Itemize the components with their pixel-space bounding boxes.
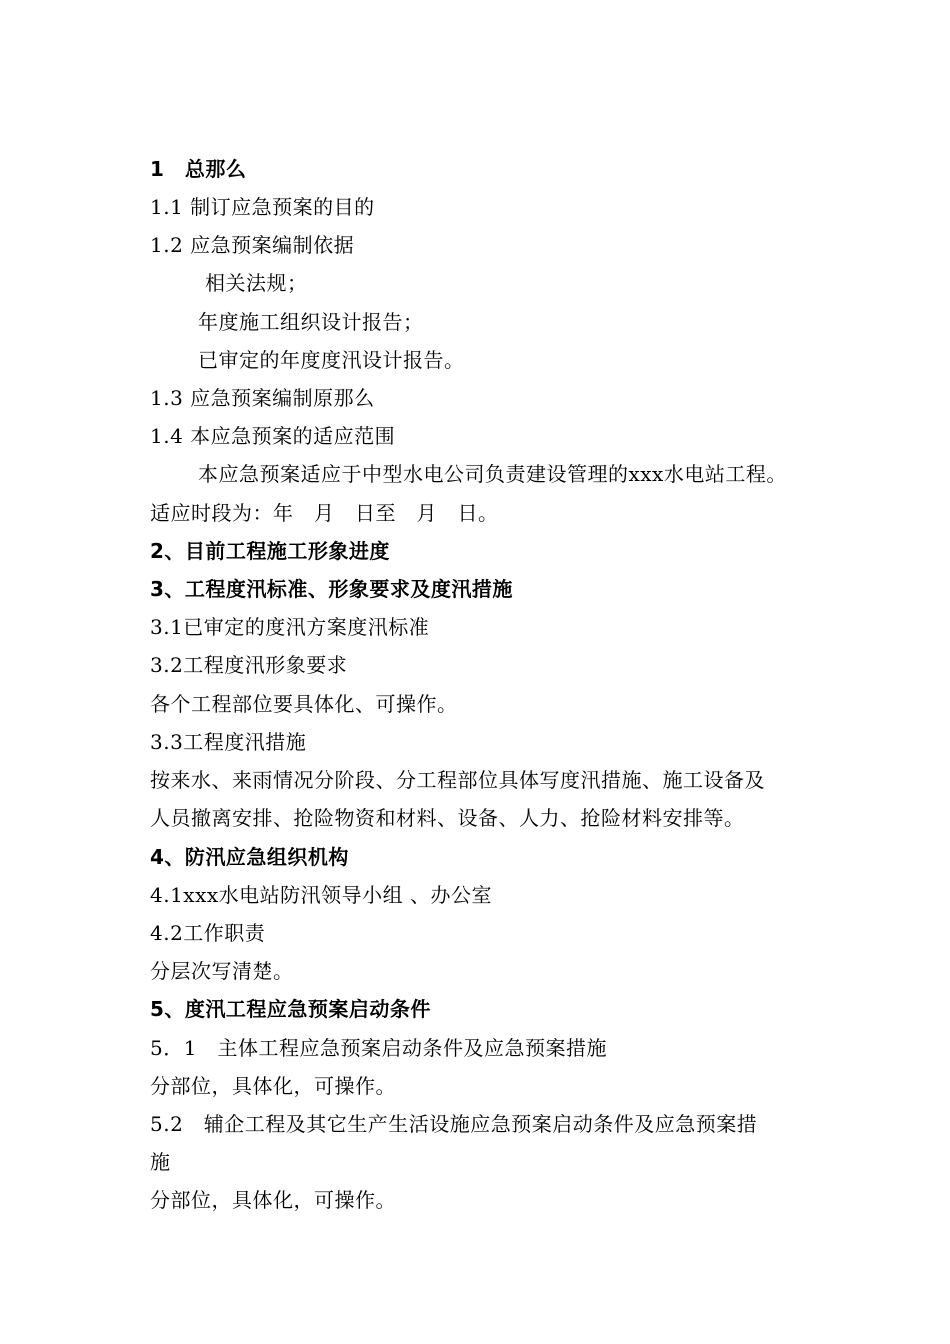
scope-paragraph: 本应急预案适应于中型水电公司负责建设管理的xxx水电站工程。 [198,462,787,486]
section-1-4: 1.4 本应急预案的适应范围 [150,424,396,448]
section-5-2-body: 分部位，具体化，可操作。 [150,1188,396,1212]
section-4-2-body: 分层次写清楚。 [150,959,294,983]
section-3-3-body-1: 按来水、来雨情况分阶段、分工程部位具体写度汛措施、施工设备及 [150,768,765,792]
heading-progress: 2、目前工程施工形象进度 [150,539,390,563]
section-3-3-body-2: 人员撤离安排、抢险物资和材料、设备、人力、抢险材料安排等。 [150,806,745,830]
section-1-1: 1.1 制订应急预案的目的 [150,195,375,219]
section-5-2-continued: 施 [150,1150,171,1174]
basis-item-construction-report: 年度施工组织设计报告； [198,310,424,334]
section-3-3: 3.3工程度汛措施 [150,730,307,754]
basis-item-flood-report: 已审定的年度度汛设计报告。 [198,348,465,372]
heading-organization: 4、防汛应急组织机构 [150,845,349,869]
section-3-1: 3.1已审定的度汛方案度汛标准 [150,615,430,639]
heading-general: 1 总那么 [150,157,247,181]
heading-startup-conditions: 5、度汛工程应急预案启动条件 [150,997,431,1021]
section-4-2: 4.2工作职责 [150,921,266,945]
section-5-2: 5.2 辅企工程及其它生产生活设施应急预案启动条件及应急预案措 [150,1112,758,1136]
basis-item-laws: 相关法规； [205,271,308,295]
section-5-1: 5．1 主体工程应急预案启动条件及应急预案措施 [150,1036,607,1060]
section-4-1: 4.1xxx水电站防汛领导小组 、办公室 [150,883,493,907]
applicable-period: 适应时段为：年 月 日至 月 日。 [150,501,499,525]
section-1-2: 1.2 应急预案编制依据 [150,233,355,257]
section-1-3: 1.3 应急预案编制原那么 [150,386,375,410]
section-3-2: 3.2工程度汛形象要求 [150,653,348,677]
heading-flood-standards: 3、工程度汛标准、形象要求及度汛措施 [150,577,513,601]
section-3-2-body: 各个工程部位要具体化、可操作。 [150,692,458,716]
section-5-1-body: 分部位，具体化，可操作。 [150,1074,396,1098]
